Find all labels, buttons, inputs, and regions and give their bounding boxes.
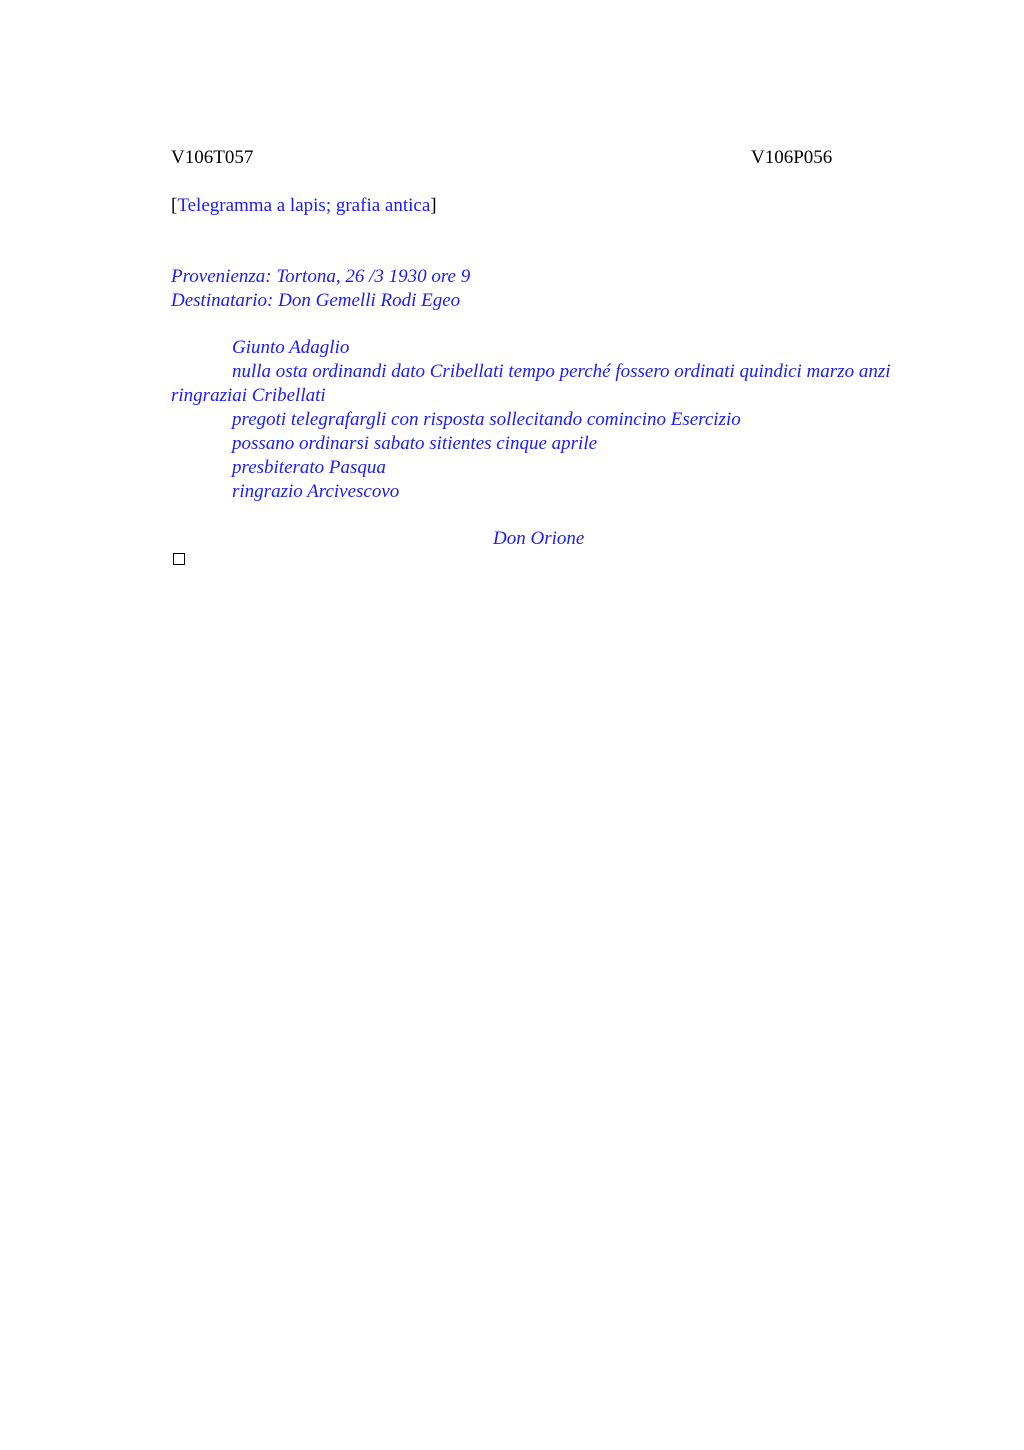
body-line: presbiterato Pasqua	[232, 457, 386, 478]
body-line: possano ordinarsi sabato sitientes cinque aprile	[232, 433, 598, 454]
provenance-line: Provenienza: Tortona, 26 /3 1930 ore 9	[171, 266, 471, 287]
body-line: pregoti telegrafargli con risposta sollecitando comincino Esercizio	[232, 409, 741, 430]
document-code-left: V106T057	[171, 147, 254, 168]
editorial-note	[171, 194, 916, 218]
note-open-bracket: [	[171, 195, 178, 216]
telegram-meta	[171, 265, 916, 313]
empty-box-icon	[173, 553, 185, 565]
body-line: ringrazio Arcivescovo	[232, 481, 400, 502]
note-close-bracket: ]	[430, 195, 437, 216]
document-header	[171, 146, 916, 170]
note-text: Telegramma a lapis; grafia antica	[177, 195, 431, 216]
telegram-body	[171, 336, 916, 504]
document-page	[171, 146, 916, 565]
document-code-right: V106P056	[751, 147, 833, 168]
body-line: nulla osta ordinandi dato Cribellati tempo perché fossero ordinati quindici marzo anzi ringraziai Cribellati	[171, 361, 891, 406]
recipient-line: Destinatario: Don Gemelli Rodi Egeo	[171, 290, 461, 311]
signature: Don Orione	[493, 528, 585, 549]
body-line: Giunto Adaglio	[232, 337, 350, 358]
